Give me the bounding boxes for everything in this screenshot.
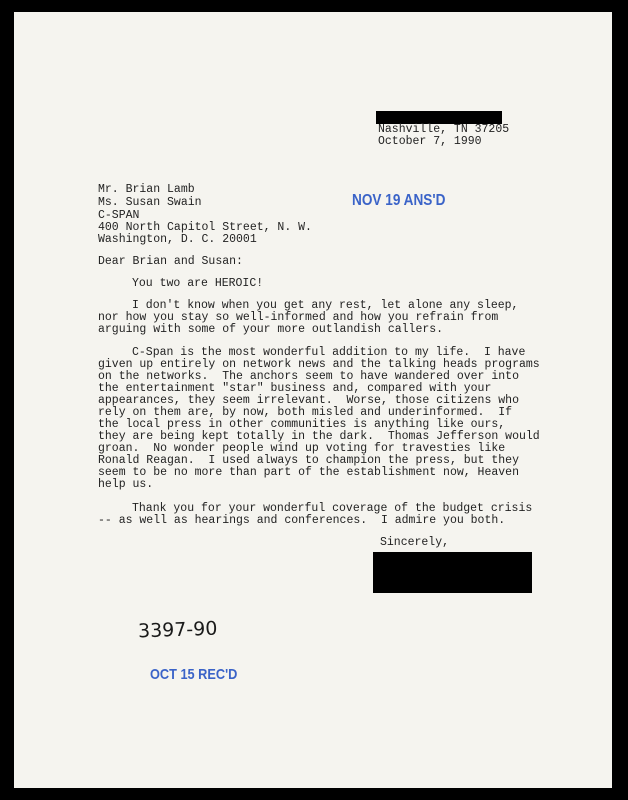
closing: Sincerely, — [380, 536, 450, 549]
body-line: groan. No wonder people wind up voting for travesties like — [98, 442, 506, 455]
letter-page — [14, 12, 612, 788]
body-line: Thank you for your wonderful coverage of the budget crisis — [132, 502, 533, 515]
body-line: appearances, they seem irrelevant. Worse, those citizens who — [98, 394, 519, 407]
body-line: on the networks. The anchors seem to have wandered over into — [98, 370, 519, 383]
answered-stamp: NOV 19 ANS'D — [352, 192, 446, 209]
sender-city: Nashville, TN 37205 — [378, 123, 510, 136]
recipient-line: Washington, D. C. 20001 — [98, 233, 257, 246]
recipient-line: 400 North Capitol Street, N. W. — [98, 221, 312, 234]
body-line: -- as well as hearings and conferences. I admire you both. — [98, 514, 506, 527]
handwritten-file-number: 3397-90 — [137, 617, 218, 643]
body-line: I don't know when you get any rest, let alone any sleep, — [132, 299, 519, 312]
body-line: given up entirely on network news and the talking heads programs — [98, 358, 540, 371]
body-line: You two are HEROIC! — [132, 277, 264, 290]
body-line: the local press in other communities is anything like ours, — [98, 418, 506, 431]
body-line: seem to be no more than part of the establishment now, Heaven — [98, 466, 519, 479]
body-line: they are being kept totally in the dark. Thomas Jefferson would — [98, 430, 540, 443]
body-line: help us. — [98, 478, 154, 491]
body-line: rely on them are, by now, both misled and underinformed. If — [98, 406, 513, 419]
recipient-line: Ms. Susan Swain — [98, 196, 202, 209]
body-line: Ronald Reagan. I used always to champion the press, but they — [98, 454, 519, 467]
recipient-line: C-SPAN — [98, 209, 140, 222]
received-stamp: OCT 15 REC'D — [150, 666, 238, 683]
body-line: the entertainment "star" business and, compared with your — [98, 382, 492, 395]
salutation: Dear Brian and Susan: — [98, 255, 243, 268]
recipient-line: Mr. Brian Lamb — [98, 183, 195, 196]
redacted-signature-block — [373, 552, 532, 593]
body-line: arguing with some of your more outlandish callers. — [98, 323, 444, 336]
letter-date: October 7, 1990 — [378, 135, 482, 148]
body-line: nor how you stay so well-informed and how you refrain from — [98, 311, 499, 324]
body-line: C-Span is the most wonderful addition to my life. I have — [132, 346, 526, 359]
